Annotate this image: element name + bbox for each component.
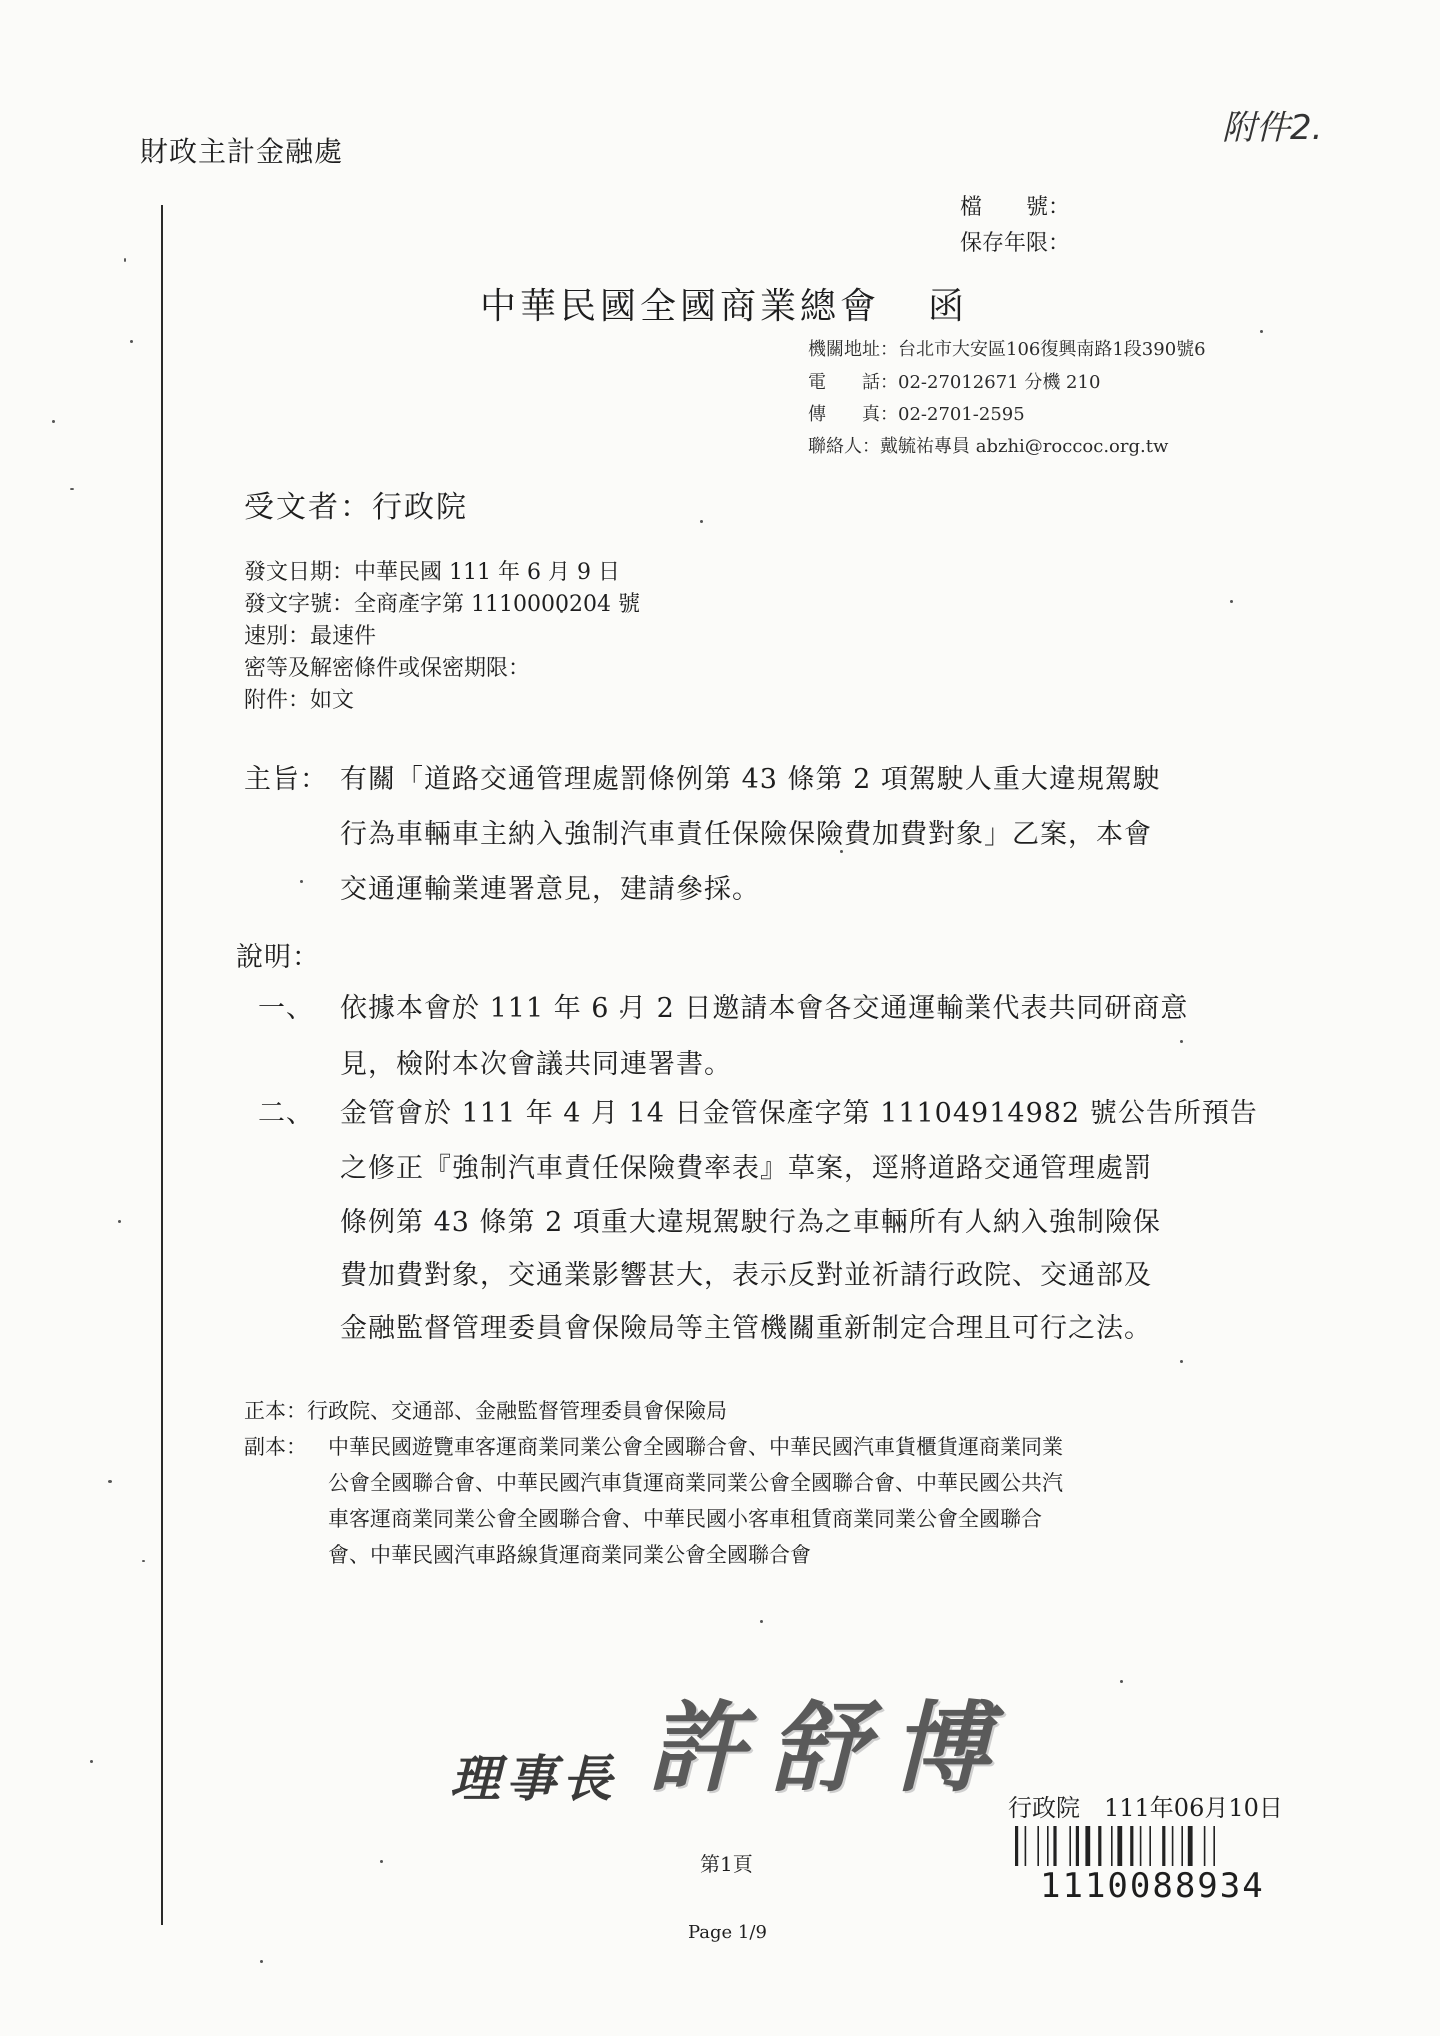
page-label: 第1頁	[700, 1852, 753, 1876]
copy-recipients-line: 會、中華民國汽車路線貨運商業同業公會全國聯合會	[328, 1543, 811, 1567]
copy-recipients-label: 副本：	[244, 1435, 307, 1459]
copy-recipients-line: 中華民國遊覽車客運商業同業公會全國聯合會、中華民國汽車貨櫃貨運商業同業	[328, 1435, 1063, 1459]
attachment-note: 附件：如文	[244, 688, 355, 713]
explanation-item-line: 金管會於 111 年 4 月 14 日金管保產字第 11104914982 號公告所預告	[340, 1098, 1258, 1129]
explanation-item-line: 見，檢附本次會議共同連署書。	[340, 1049, 732, 1080]
explanation-item-line: 金融監督管理委員會保險局等主管機關重新制定合理且可行之法。	[340, 1313, 1152, 1344]
subject-line: 交通運輸業連署意見，建請參採。	[340, 874, 760, 905]
contact-address: 機關地址：台北市大安區106復興南路1段390號6	[808, 339, 1206, 360]
department-stamp: 財政主計金融處	[140, 135, 344, 168]
recipient: 受文者：行政院	[244, 490, 468, 525]
left-margin-rule	[161, 205, 163, 1925]
document-number: 發文字號：全商產字第 1110000204 號	[244, 592, 640, 617]
explanation-item-line: 依據本會於 111 年 6 月 2 日邀請本會各交通運輸業代表共同研商意	[340, 993, 1189, 1024]
attachment-handwritten-mark: 附件2.	[1222, 108, 1323, 148]
explanation-item-number: 一、	[258, 993, 314, 1024]
barcode-number: 1110088934	[1040, 1866, 1265, 1906]
document-type: 函	[928, 286, 965, 327]
copy-recipients-line: 車客運商業同業公會全國聯合會、中華民國小客車租賃商業同業公會全國聯合	[328, 1507, 1042, 1531]
receipt-date-stamp: 行政院 111年06月10日	[1008, 1794, 1283, 1822]
explanation-item-line: 之修正『強制汽車責任保險費率表』草案，逕將道路交通管理處罰	[340, 1153, 1152, 1184]
secrecy-level: 密等及解密條件或保密期限：	[244, 656, 531, 681]
contact-person: 聯絡人：戴毓祐專員 abzhi@roccoc.org.tw	[808, 436, 1169, 457]
page-number-footer: Page 1/9	[688, 1922, 767, 1943]
issue-date: 發文日期：中華民國 111 年 6 月 9 日	[244, 560, 620, 585]
explanation-label: 說明：	[236, 942, 320, 973]
subject-line: 行為車輛車主納入強制汽車責任保險保險費加費對象」乙案，本會	[340, 819, 1152, 850]
contact-fax: 傳 真：02-2701-2595	[808, 404, 1025, 425]
subject-line: 有關「道路交通管理處罰條例第 43 條第 2 項駕駛人重大違規駕駛	[340, 764, 1161, 795]
explanation-item-number: 二、	[258, 1098, 314, 1129]
explanation-item-line: 費加費對象，交通業影響甚大，表示反對並祈請行政院、交通部及	[340, 1260, 1152, 1291]
delivery-speed: 速別：最速件	[244, 624, 377, 649]
explanation-item-line: 條例第 43 條第 2 項重大違規駕駛行為之車輛所有人納入強制險保	[340, 1207, 1161, 1238]
receipt-barcode	[1013, 1826, 1271, 1866]
main-recipients: 正本：行政院、交通部、金融監督管理委員會保險局	[244, 1399, 727, 1423]
chairman-signature	[450, 1670, 1013, 1811]
signature-title: 理事長	[450, 1749, 618, 1808]
subject-label: 主旨：	[244, 764, 328, 795]
copy-recipients-line: 公會全國聯合會、中華民國汽車貨運商業同業公會全國聯合會、中華民國公共汽	[328, 1471, 1063, 1495]
file-number-field: 檔 號：	[960, 195, 1071, 220]
signature-name: 許舒博	[647, 1691, 1014, 1806]
contact-telephone: 電 話：02-27012671 分機 210	[808, 372, 1101, 393]
retention-period-field: 保存年限：	[960, 231, 1071, 256]
issuing-organization-title: 中華民國全國商業總會	[480, 286, 881, 327]
